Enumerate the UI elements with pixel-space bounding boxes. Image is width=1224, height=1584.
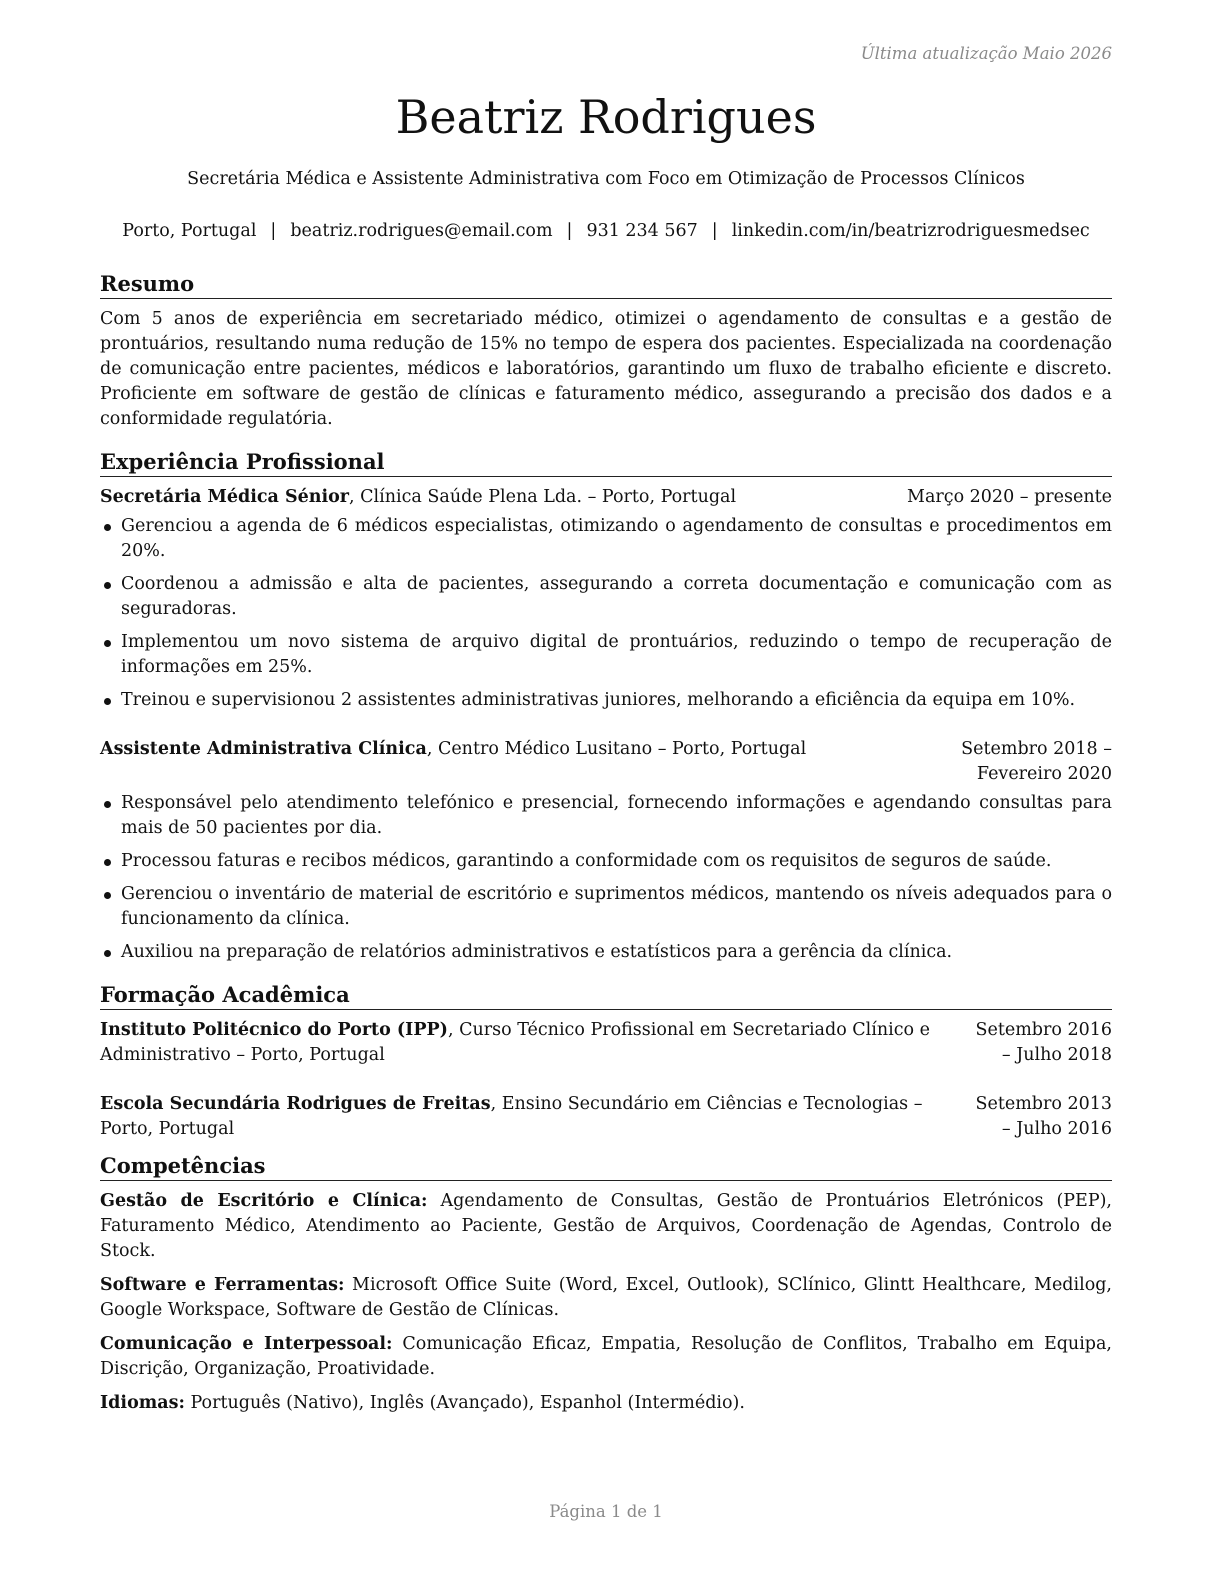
education-detail: , Curso Técnico Profissional em Secretariado Clínico e Administrativo – Porto, Portugal	[100, 1020, 930, 1065]
resume-content	[100, 270, 1112, 1425]
skill-text: Comunicação Eficaz, Empatia, Resolução de Conflitos, Trabalho em Equipa, Discrição, Organização, Proatividade.	[100, 1334, 1112, 1379]
skill-text: Português (Nativo), Inglês (Avançado), Espanhol (Intermédio).	[184, 1393, 745, 1413]
education-dates: Setembro 2013 – Julho 2016	[975, 1094, 1112, 1139]
bullet-item: Coordenou a admissão e alta de pacientes, assegurando a correta documentação e comunicação com as seguradoras.	[100, 572, 1112, 622]
contact-location: Porto, Portugal	[122, 221, 257, 241]
job-title: Secretária Médica Sénior	[100, 487, 350, 507]
bullet-item: Responsável pelo atendimento telefónico e presencial, fornecendo informações e agendando consultas para mais de 50 pacientes por dia.	[100, 791, 1112, 841]
bullet-item: Implementou um novo sistema de arquivo digital de prontuários, reduzindo o tempo de recuperação de informações em 25%.	[100, 630, 1112, 680]
education-entry	[100, 1018, 1112, 1068]
job-header	[100, 737, 1112, 787]
bullet-item: Gerenciou a agenda de 6 médicos especialistas, otimizando o agendamento de consultas e procedimentos em 20%.	[100, 514, 1112, 564]
skill-line	[100, 1391, 1112, 1416]
section-summary-title: Resumo	[100, 270, 1112, 299]
bullet-item: Treinou e supervisionou 2 assistentes administrativas juniores, melhorando a eficiência da equipa em 10%.	[100, 688, 1112, 713]
skill-label: Idiomas:	[100, 1393, 185, 1413]
headline: Secretária Médica e Assistente Administrativa com Foco em Otimização de Processos Clínicos	[187, 169, 1025, 189]
skill-line	[100, 1189, 1112, 1264]
bullet-item: Processou faturas e recibos médicos, garantindo a conformidade com os requisitos de seguros de saúde.	[100, 849, 1112, 874]
skill-text: Microsoft Office Suite (Word, Excel, Outlook), SClínico, Glintt Healthcare, Medilog, Google Workspace, Software de Gestão de Clínicas.	[100, 1275, 1112, 1320]
education-detail: , Ensino Secundário em Ciências e Tecnologias – Porto, Portugal	[100, 1094, 923, 1139]
section-experience-title: Experiência Profissional	[100, 448, 1112, 477]
contact-email[interactable]: beatriz.rodrigues@email.com	[290, 221, 553, 241]
bullet-item: Auxiliou na preparação de relatórios administrativos e estatísticos para a gerência da clínica.	[100, 940, 1112, 965]
skill-label: Comunicação e Interpessoal:	[100, 1334, 393, 1354]
bullet-item: Gerenciou o inventário de material de escritório e suprimentos médicos, mantendo os níveis adequados para o funcionamento da clínica.	[100, 882, 1112, 932]
education-school: Escola Secundária Rodrigues de Freitas	[100, 1094, 491, 1114]
contact-phone: 931 234 567	[586, 221, 698, 241]
job-org: , Centro Médico Lusitano – Porto, Portugal	[426, 739, 807, 759]
contact-separator: |	[566, 221, 573, 241]
skill-text: Agendamento de Consultas, Gestão de Prontuários Eletrónicos (PEP), Faturamento Médico, Atendimento ao Paciente, Gestão de Arquivos, Coordenação de Agendas, Controlo de Stock.	[100, 1191, 1112, 1261]
education-entry	[100, 1092, 1112, 1142]
contact-separator: |	[711, 221, 718, 241]
job-org: , Clínica Saúde Plena Lda. – Porto, Portugal	[349, 487, 737, 507]
job-title: Assistente Administrativa Clínica	[100, 739, 427, 759]
skill-line	[100, 1273, 1112, 1323]
contact-line	[100, 219, 1112, 243]
job-dates: Março 2020 – presente	[907, 487, 1112, 507]
skill-label: Gestão de Escritório e Clínica:	[100, 1191, 428, 1211]
contact-separator: |	[270, 221, 277, 241]
section-education-title: Formação Acadêmica	[100, 981, 1112, 1010]
resume-page	[100, 0, 1112, 1584]
contact-linkedin[interactable]: linkedin.com/in/beatrizrodriguesmedsec	[731, 221, 1090, 241]
summary-text: Com 5 anos de experiência em secretariado médico, otimizei o agendamento de consultas e a gestão de prontuários, resultando numa redução de 15% no tempo de espera dos pacientes. Especializada na coordenação de comunicação entre pacientes, médicos e laboratórios, garantindo um fluxo de trabalho eficiente e discreto. Proficiente em software de gestão de clínicas e faturamento médico, assegurando a precisão dos dados e a conformidade regulatória.	[100, 309, 1112, 429]
last-updated: Última atualização Maio 2026	[860, 44, 1112, 63]
education-school: Instituto Politécnico do Porto (IPP)	[100, 1020, 448, 1040]
page-number: Página 1 de 1	[549, 1502, 663, 1521]
section-skills-title: Competências	[100, 1152, 1112, 1181]
candidate-name: Beatriz Rodrigues	[395, 90, 817, 144]
job-dates: Setembro 2018 – Fevereiro 2020	[961, 739, 1112, 784]
skill-line	[100, 1332, 1112, 1382]
skill-label: Software e Ferramentas:	[100, 1275, 345, 1295]
job-entry	[100, 485, 1112, 713]
job-entry	[100, 737, 1112, 965]
job-header	[100, 485, 1112, 510]
job-bullets	[100, 514, 1112, 713]
job-bullets	[100, 791, 1112, 965]
education-dates: Setembro 2016 – Julho 2018	[975, 1020, 1112, 1065]
